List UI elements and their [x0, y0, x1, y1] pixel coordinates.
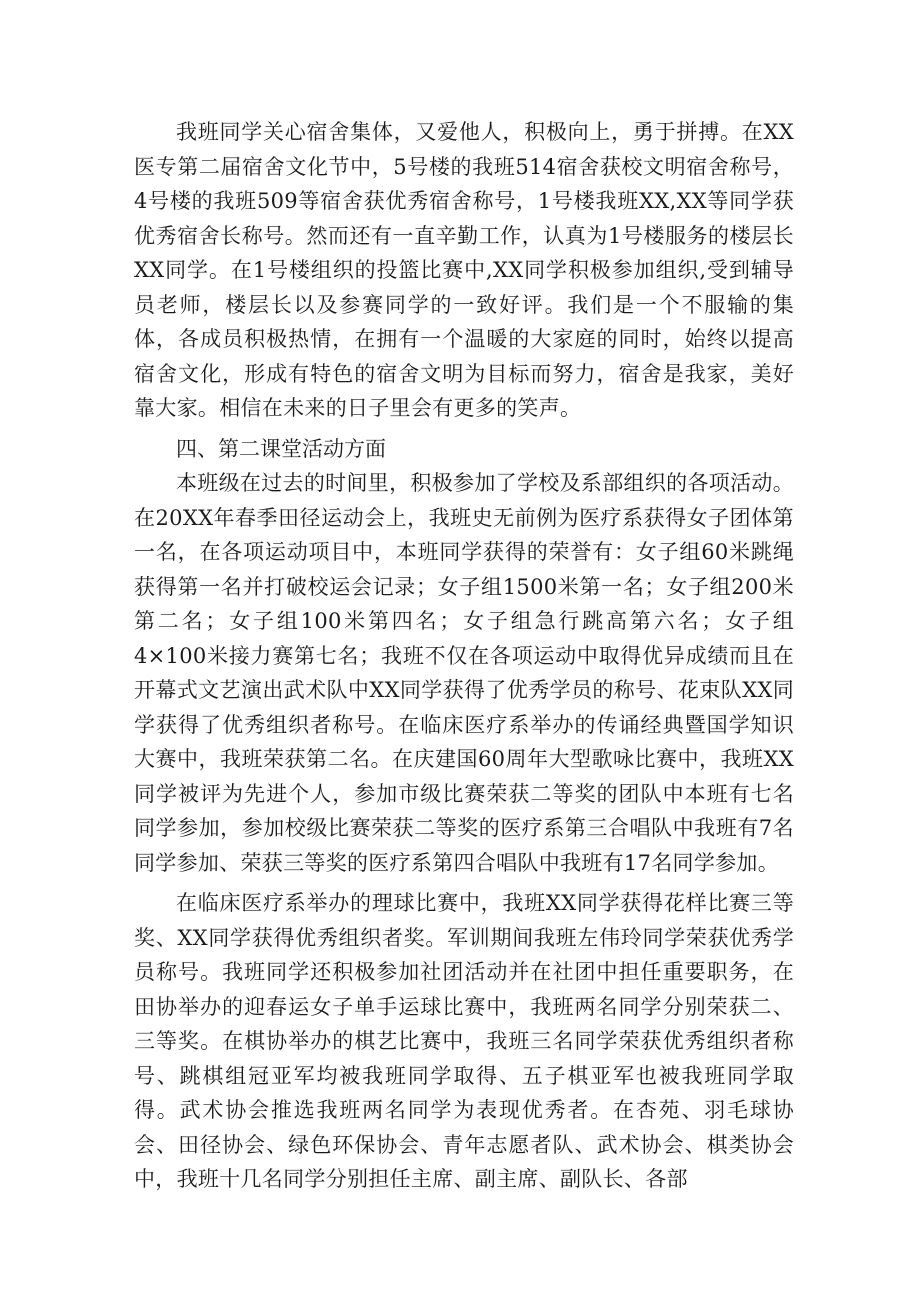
paragraph-clubs: 在临床医疗系举办的理球比赛中，我班XX同学获得花样比赛三等奖、XX同学获得优秀组织者奖。军训期间我班左伟玲同学荣获优秀学员称号。我班同学还积极参加社团活动并在社团中担任重要职务，在田协举办的迎春运女子单手运球比赛中，我班两名同学分别荣获二、三等奖。在棋协举办的棋艺比赛中，我班三名同学荣获优秀组织者称号、跳棋组冠亚军均被我班同学取得、五子棋亚军也被我班同学取得。武术协会推选我班两名同学为表现优秀者。在杏苑、羽毛球协会、田径协会、绿色环保协会、青年志愿者队、武术协会、棋类协会中，我班十几名同学分别担任主席、副主席、副队长、各部: [134, 891, 794, 1191]
document-body: [134, 115, 794, 1197]
paragraph-dormitory: 我班同学关心宿舍集体，又爱他人，积极向上，勇于拼搏。在XX医专第二届宿舍文化节中，5号楼的我班514宿舍获校文明宿舍称号，4号楼的我班509等宿舍获优秀宿舍称号，1号楼我班XX,XX等同学获优秀宿舍长称号。然而还有一直辛勤工作，认真为1号楼服务的楼层长XX同学。在1号楼组织的投篮比赛中,XX同学积极参加组织,受到辅导员老师，楼层长以及参赛同学的一致好评。我们是一个不服输的集体，各成员积极热情，在拥有一个温暖的大家庭的同时，始终以提高宿舍文化，形成有特色的宿舍文明为目标而努力，宿舍是我家，美好靠大家。相信在未来的日子里会有更多的笑声。: [134, 120, 794, 420]
paragraph-activities: 本班级在过去的时间里，积极参加了学校及系部组织的各项活动。在20XX年春季田径运动会上，我班史无前例为医疗系获得女子团体第一名，在各项运动项目中，本班同学获得的荣誉有：女子组60米跳绳获得第一名并打破校运会记录；女子组1500米第一名；女子组200米第二名；女子组100米第四名；女子组急行跳高第六名；女子组4×100米接力赛第七名；我班不仅在各项运动中取得优异成绩而且在开幕式文艺演出武术队中XX同学获得了优秀学员的称号、花束队XX同学获得了优秀组织者称号。在临床医疗系举办的传诵经典暨国学知识大赛中，我班荣获第二名。在庆建国60周年大型歌咏比赛中，我班XX同学被评为先进个人，参加市级比赛荣获二等奖的团队中本班有七名同学参加，参加校级比赛荣获二等奖的医疗系第三合唱队中我班有7名同学参加、荣获三等奖的医疗系第四合唱队中我班有17名同学参加。: [134, 471, 794, 875]
section-heading: 四、第二课堂活动方面: [176, 436, 386, 461]
